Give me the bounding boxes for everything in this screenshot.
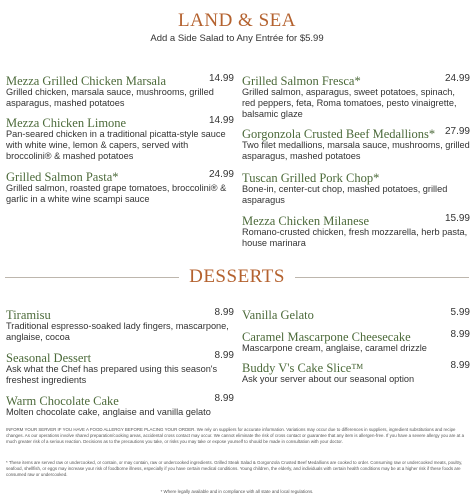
- item-name: Buddy V's Cake Slice™: [242, 361, 364, 375]
- desserts-title: DESSERTS: [189, 266, 285, 287]
- allergy-notice: INFORM YOUR SERVER IF YOU HAVE A FOOD ALLERGY BEFORE PLACING YOUR ORDER. We rely on suppliers for accurate information. Variations may occur due to differences in suppliers, ingredient substitutions and recipe changes. As our operations involve shared preparation/cooking areas, accidental cross contact may occur. We cannot eliminate the risk of cross contact or guarantee that any item is allergen-free. If you have a severe allergy you are at a much greater risk of a serious reaction. Decisions as to the precautions you take, or risks you may take or expose yourself to should be made in consultation with your doctor.: [6, 427, 465, 444]
- menu-item: [242, 125, 470, 162]
- item-price: 14.99: [208, 115, 234, 126]
- menu-item: [242, 72, 470, 120]
- menu-item: [242, 328, 470, 354]
- item-description: Molten chocolate cake, anglaise and vanilla gelato: [6, 407, 211, 417]
- item-name: Mezza Chicken Milanese: [242, 214, 370, 228]
- item-name: Gorgonzola Crusted Beef Medallions*: [242, 127, 436, 141]
- item-name: Tuscan Grilled Pork Chop*: [242, 171, 380, 185]
- item-price: 8.99: [214, 350, 234, 361]
- item-price: 8.99: [450, 360, 470, 371]
- item-price: 5.99: [450, 307, 470, 318]
- item-name: Caramel Mascarpone Cheesecake: [242, 330, 411, 344]
- item-description: Grilled salmon, roasted grape tomatoes, broccolini® & garlic in a white wine scampi sauce: [6, 183, 227, 204]
- item-name: Tiramisu: [6, 308, 51, 322]
- item-description: Grilled salmon, asparagus, sweet potatoes, spinach, red peppers, feta, Roma tomatoes, pesto vinaigrette, balsamic glaze: [242, 87, 457, 119]
- item-price: 8.99: [214, 307, 234, 318]
- menu-item: [242, 212, 470, 249]
- item-price: 14.99: [208, 73, 234, 84]
- menu-item: [6, 114, 234, 162]
- menu-item: [6, 168, 234, 205]
- item-price: 15.99: [444, 213, 470, 224]
- item-description: Bone-in, center-cut chop, mashed potatoes, grilled asparagus: [242, 184, 448, 205]
- land-sea-title: LAND & SEA: [178, 10, 296, 31]
- raw-food-notice: * These items are served raw or undercooked, or contain, or may contain, raw or undercooked ingredients. Grilled Steak Salad & Gorgonzola Crusted Beef Medallions are cooked to order. Consuming raw or undercooked meats, poultry, seafood, shellfish, or eggs may increase your risk of foodborne illness, especially if you have certain medical conditions. Young children, the elderly, and individuals with certain health conditions may be at a higher risk if these foods are consumed raw or undercooked.: [6, 460, 463, 477]
- menu-item: [6, 392, 234, 418]
- item-description: Two filet medallions, marsala sauce, mushrooms, grilled asparagus, mashed potatoes: [242, 140, 470, 161]
- land-sea-subtitle: Add a Side Salad to Any Entrée for $5.99: [150, 33, 324, 44]
- item-price: 24.99: [208, 169, 234, 180]
- item-description: Romano-crusted chicken, fresh mozzarella, herb pasta, house marinara: [242, 227, 468, 248]
- item-description: Pan-seared chicken in a traditional picatta-style sauce with white wine, lemon & capers, served with broccolini® & mashed potatoes: [6, 129, 226, 161]
- item-name: Grilled Salmon Fresca*: [242, 74, 361, 88]
- menu-item: [6, 306, 234, 343]
- item-name: Seasonal Dessert: [6, 351, 92, 365]
- menu-item: [6, 349, 234, 386]
- item-name: Grilled Salmon Pasta*: [6, 170, 119, 184]
- item-price: 8.99: [214, 393, 234, 404]
- item-name: Mezza Grilled Chicken Marsala: [6, 74, 167, 88]
- menu-item: [242, 306, 470, 320]
- menu-item: [6, 72, 234, 109]
- item-description: Mascarpone cream, anglaise, caramel drizzle: [242, 343, 427, 353]
- item-price: 24.99: [444, 73, 470, 84]
- item-description: Traditional espresso-soaked lady fingers, mascarpone, anglaise, cocoa: [6, 321, 229, 342]
- legal-notice: * Where legally available and in compliance with all state and local regulations.: [160, 489, 314, 494]
- desserts-divider: [5, 266, 469, 287]
- item-name: Warm Chocolate Cake: [6, 394, 119, 408]
- item-name: Mezza Chicken Limone: [6, 116, 127, 130]
- item-name: Vanilla Gelato: [242, 308, 314, 322]
- divider-line-left: [5, 277, 179, 278]
- item-description: Ask what the Chef has prepared using this season's freshest ingredients: [6, 364, 218, 385]
- menu-item: [242, 359, 470, 385]
- item-price: 27.99: [444, 126, 470, 137]
- item-description: Ask your server about our seasonal option: [242, 374, 415, 384]
- item-price: 8.99: [450, 329, 470, 340]
- item-description: Grilled chicken, marsala sauce, mushrooms, grilled asparagus, mashed potatoes: [6, 87, 214, 108]
- menu-item: [242, 169, 470, 206]
- divider-line-right: [295, 277, 469, 278]
